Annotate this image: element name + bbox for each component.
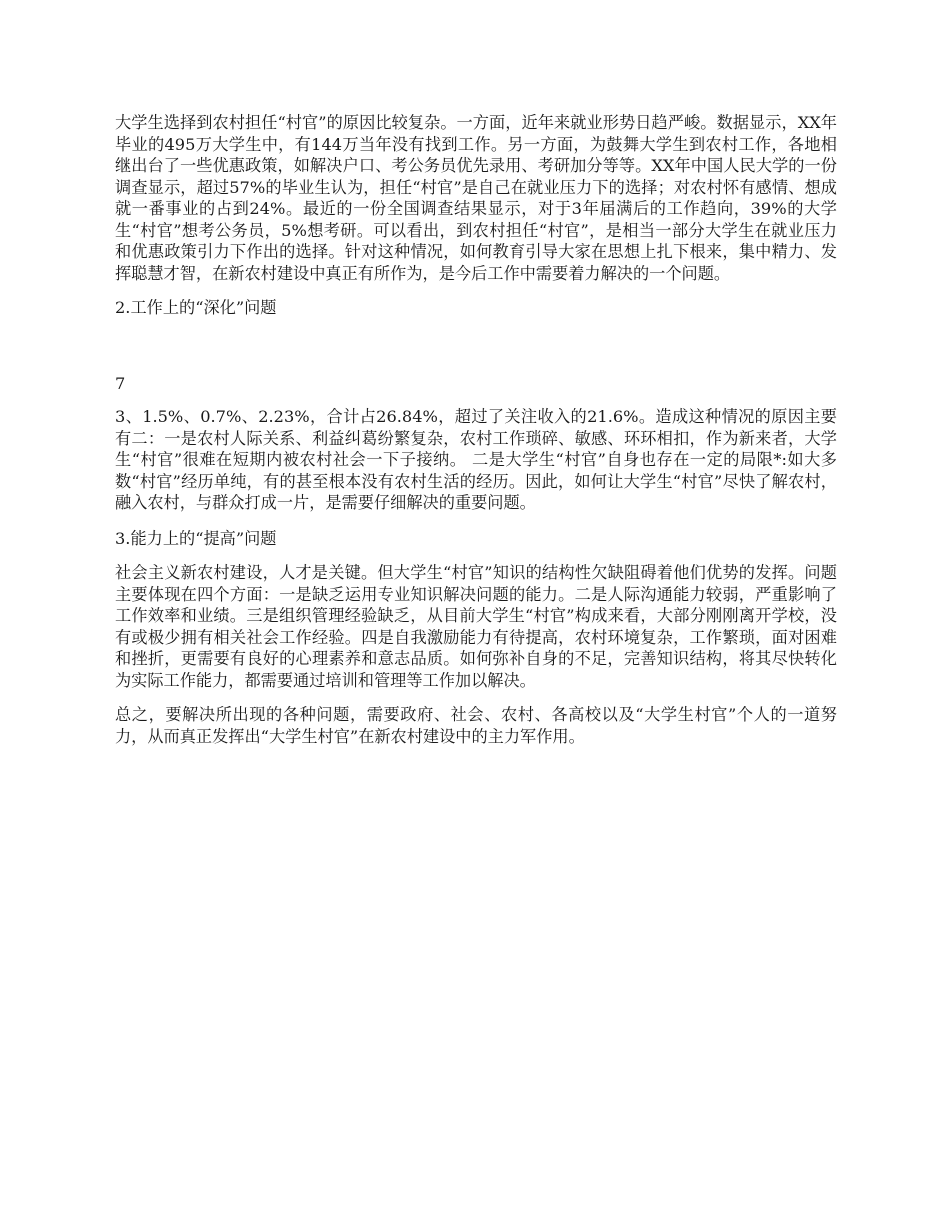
- page-number: 7: [115, 373, 126, 393]
- paragraph-ability-issues: 社会主义新农村建设，人才是关键。但大学生“村官”知识的结构性欠缺阻碍着他们优势的发挥。问题主要体现在四个方面：一是缺乏运用专业知识解决问题的能力。二是人际沟通能力较弱，严重影响了工作效率和业绩。三是组织管理经验缺乏，从目前大学生“村官”构成来看，大部分刚刚离开学校，没有或极少拥有相关社会工作经验。四是自我激励能力有待提高，农村环境复杂，工作繁琐，面对困难和挫折，更需要有良好的心理素养和意志品质。如何弥补自身的不足，完善知识结构，将其尽快转化为实际工作能力，都需要通过培训和管理等工作加以解决。: [115, 563, 837, 690]
- section-heading-work-deepening: 2.工作上的“深化”问题: [115, 298, 277, 317]
- paragraph-integration-issues: 3、1.5%、0.7%、2.23%，合计占26.84%，超过了关注收入的21.6%。造成这种情况的原因主要有二：一是农村人际关系、利益纠葛纷繁复杂，农村工作琐碎、敏感、环环相扣，作为新来者，大学生“村官”很难在短期内被农村社会一下子接纳。 二是大学生“村官”自身也存在一定的局限*:如大多数“村官”经历单纯，有的甚至根本没有农村生活的经历。因此，如何让大学生“村官”尽快了解农村，融入农村，与群众打成一片，是需要仔细解决的重要问题。: [115, 407, 837, 512]
- paragraph-village-official-reasons: 大学生选择到农村担任“村官”的原因比较复杂。一方面，近年来就业形势日趋严峻。数据显示，XX年毕业的495万大学生中，有144万当年没有找到工作。另一方面，为鼓舞大学生到农村工作，各地相继出台了一些优惠政策，如解决户口、考公务员优先录用、考研加分等等。XX年中国人民大学的一份调查显示，超过57%的毕业生认为，担任“村官”是自己在就业压力下的选择；对农村怀有感情、想成就一番事业的占到24%。最近的一份全国调查结果显示，对于3年届满后的工作趋向，39%的大学生“村官”想考公务员，5%想考研。可以看出，到农村担任“村官”，是相当一部分大学生在就业压力和优惠政策引力下作出的选择。针对这种情况，如何教育引导大家在思想上扎下根来，集中精力、发挥聪慧才智，在新农村建设中真正有所作为，是今后工作中需要着力解决的一个问题。: [115, 113, 837, 283]
- paragraph-conclusion: 总之，要解决所出现的各种问题，需要政府、社会、农村、各高校以及“大学生村官”个人的一道努力，从而真正发挥出“大学生村官”在新农村建设中的主力军作用。: [115, 705, 837, 746]
- section-heading-ability-improvement: 3.能力上的“提高”问题: [115, 528, 277, 548]
- document-page: [115, 110, 837, 747]
